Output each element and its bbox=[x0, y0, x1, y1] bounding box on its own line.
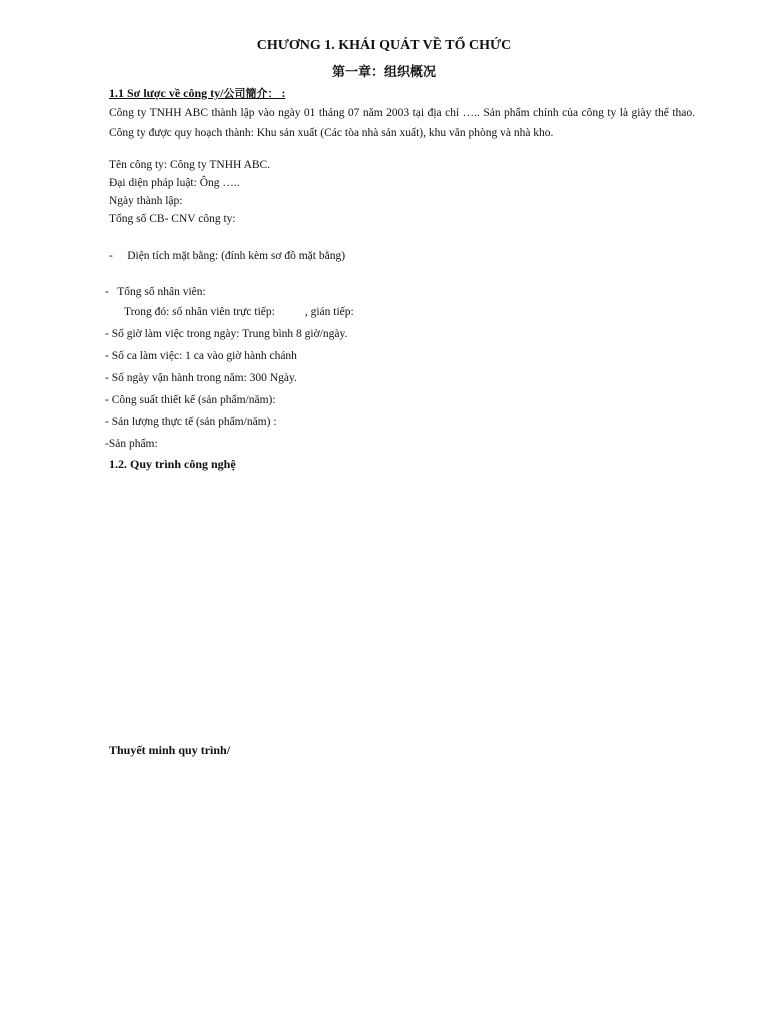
founded-date-line: Ngày thành lập: bbox=[109, 195, 183, 207]
company-intro-paragraph: Công ty TNHH ABC thành lập vào ngày 01 tháng 07 năm 2003 tại địa chỉ ….. Sản phẩm chính của công ty là giày thể thao. Công ty được quy hoạch thành: Khu sản xuất (Các tòa nhà sản xuất), khu văn phòng và nhà kho. bbox=[109, 107, 695, 139]
company-name-line: Tên công ty: Công ty TNHH ABC. bbox=[109, 159, 271, 171]
working-hours-line: - Số giờ làm việc trong ngày: Trung bình 8 giờ/ngày. bbox=[105, 328, 348, 340]
section-1-1-heading-suffix: : bbox=[278, 86, 286, 100]
chapter-title-vietnamese: CHƯƠNG 1. KHÁI QUÁT VỀ TỔ CHỨC bbox=[256, 38, 512, 53]
area-line: - Diện tích mặt bằng: (đính kèm sơ đồ mặt bằng) bbox=[109, 250, 346, 262]
section-1-2-heading: 1.2. Quy trình công nghệ bbox=[109, 457, 236, 471]
products-line: -Sản phẩm: bbox=[105, 438, 158, 450]
section-1-1-heading-zh: 公司簡介： bbox=[223, 87, 279, 100]
legal-representative-line: Đại diện pháp luật: Ông ….. bbox=[109, 177, 240, 189]
total-employees-line: - Tổng số nhân viên: bbox=[105, 286, 206, 298]
shifts-line: - Số ca làm việc: 1 ca vào giờ hành chánh bbox=[105, 350, 297, 362]
actual-output-line: - Sản lượng thực tế (sản phẩm/năm) : bbox=[105, 416, 277, 428]
total-staff-line: Tổng số CB- CNV công ty: bbox=[109, 213, 236, 225]
chapter-title-chinese: 第一章：组织概况 bbox=[331, 65, 436, 80]
operating-days-line: - Số ngày vận hành trong năm: 300 Ngày. bbox=[105, 372, 297, 384]
process-description-heading: Thuyết minh quy trình/ bbox=[109, 743, 231, 757]
section-1-1-heading bbox=[109, 85, 285, 101]
direct-employees-label: Trong đó: số nhân viên trực tiếp: bbox=[124, 306, 275, 318]
indirect-employees-label: , gián tiếp: bbox=[304, 306, 354, 318]
design-capacity-line: - Công suất thiết kế (sản phẩm/năm): bbox=[105, 394, 276, 406]
section-1-1-heading-vi: 1.1 Sơ lược về công ty/ bbox=[109, 86, 224, 100]
employee-breakdown-line bbox=[124, 305, 354, 319]
